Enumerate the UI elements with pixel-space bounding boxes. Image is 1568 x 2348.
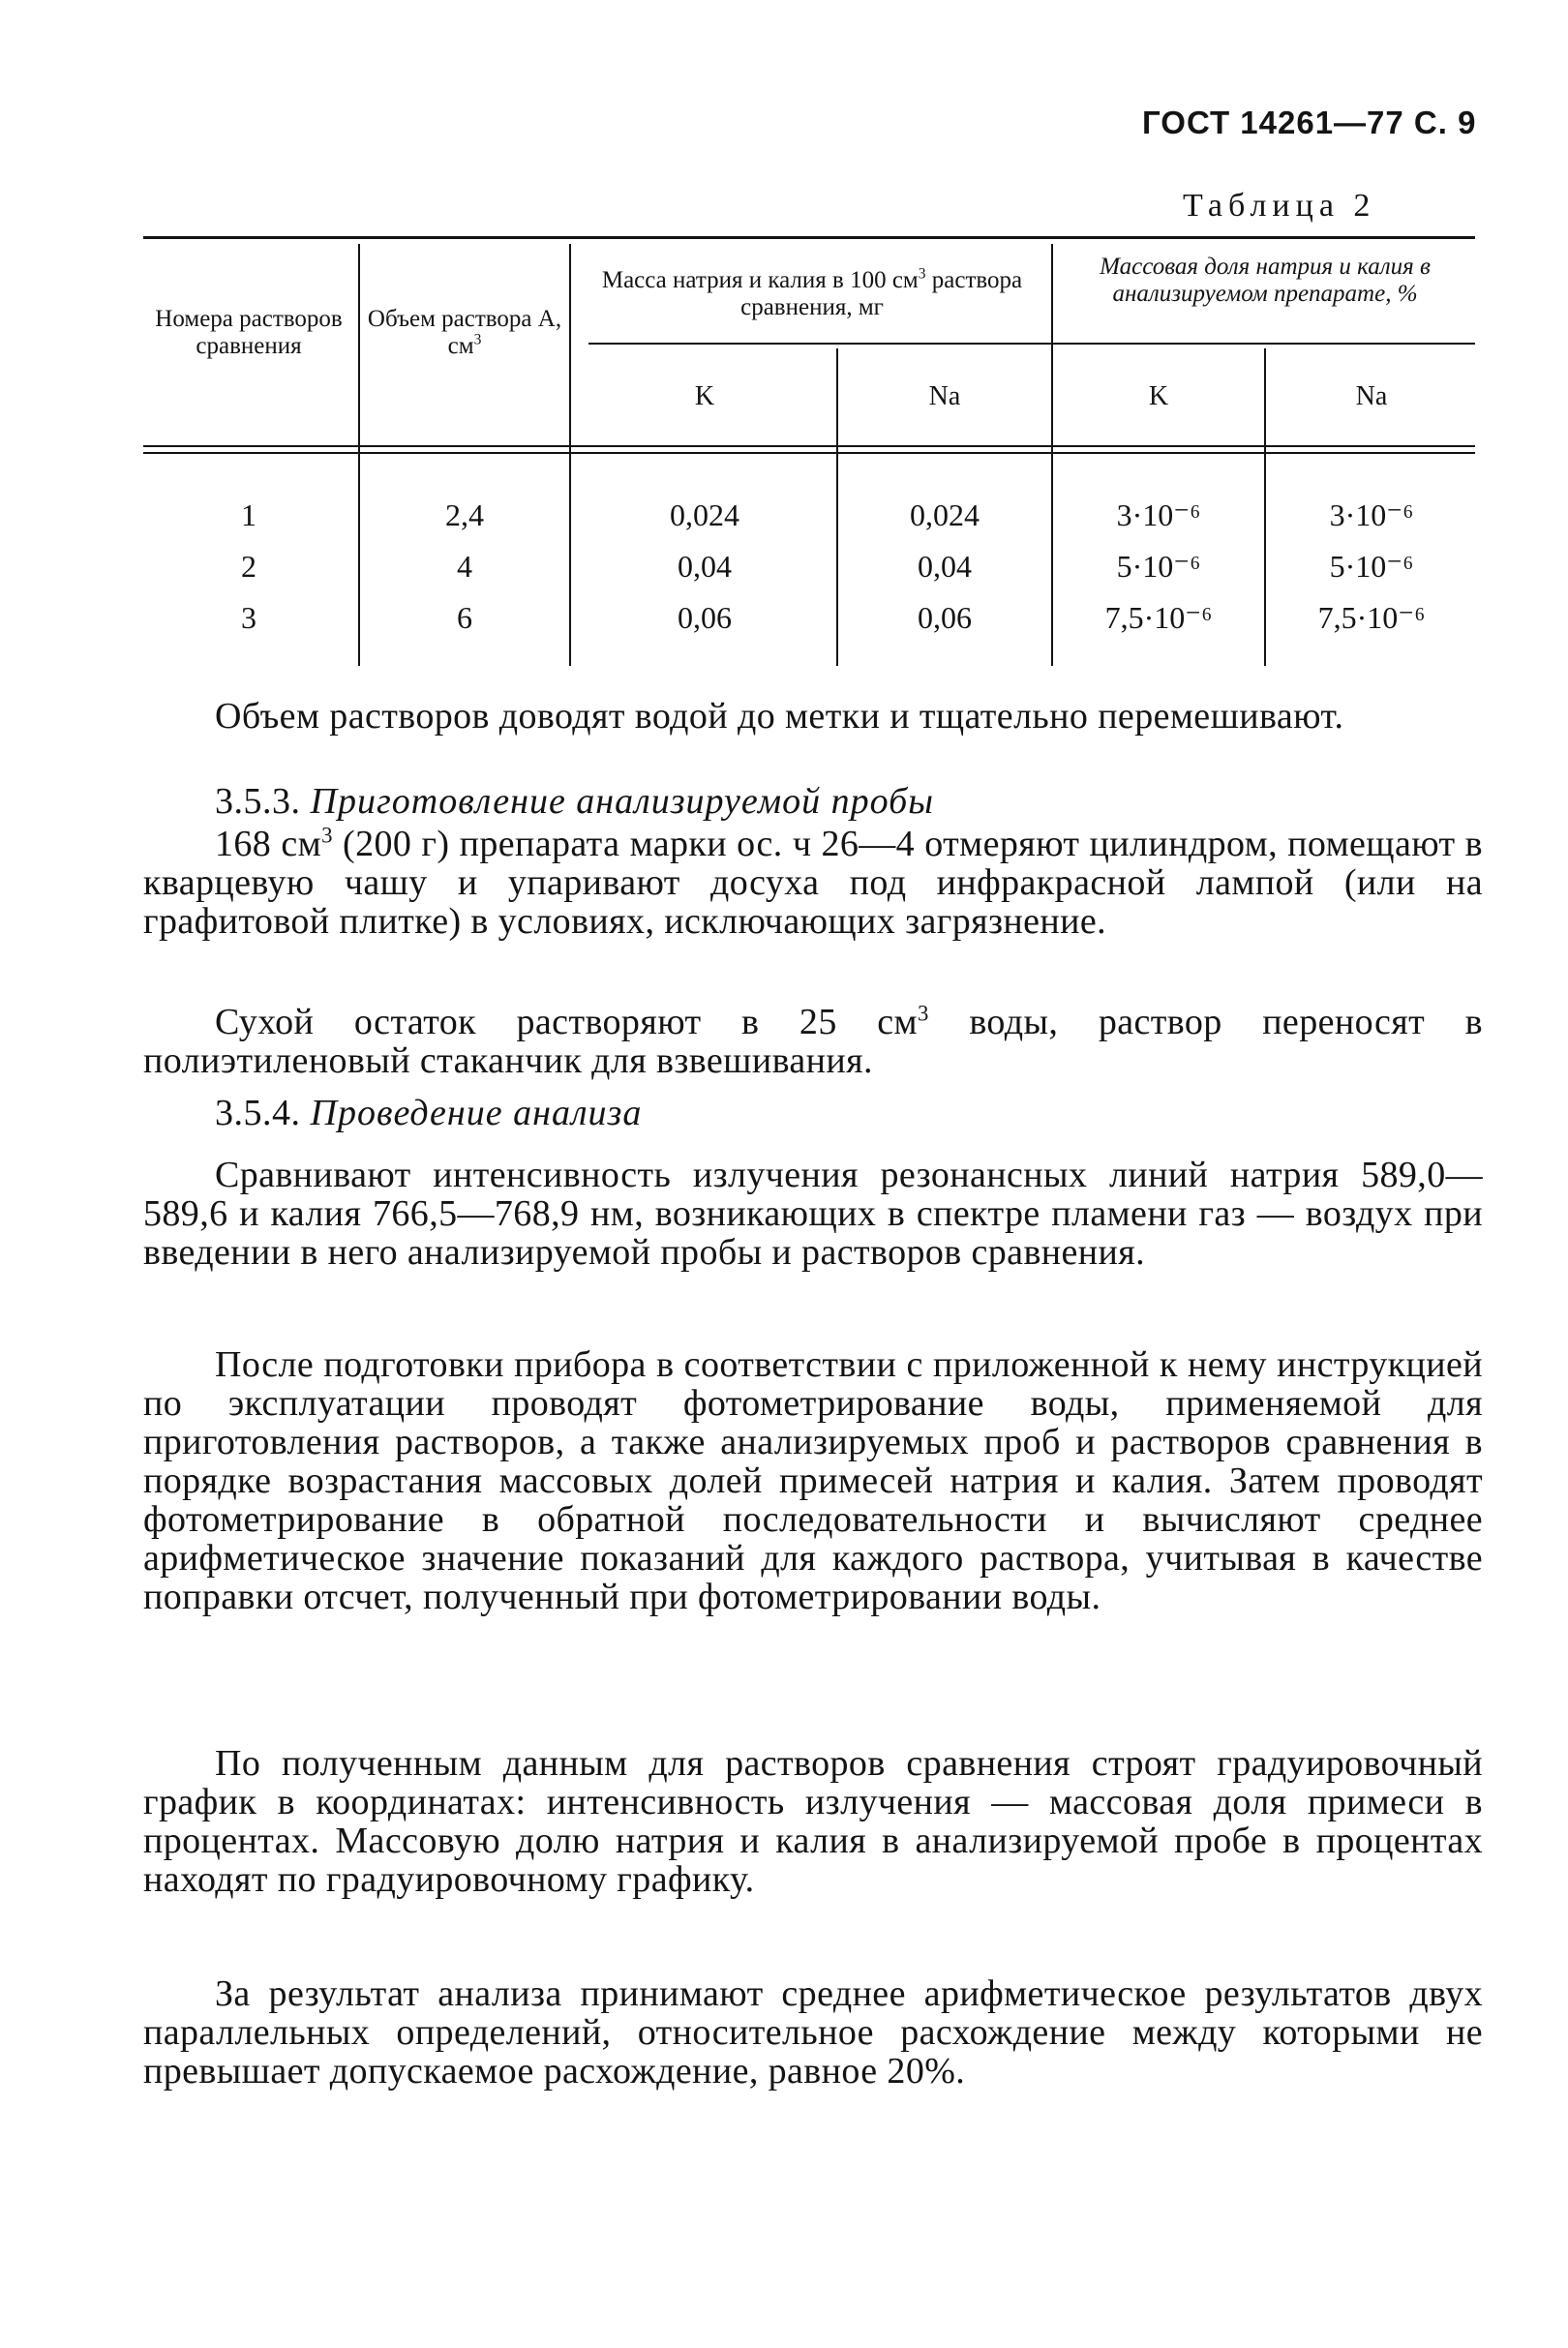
- cell-fraction-na: 3·10⁻⁶: [1329, 497, 1414, 532]
- cell-mass-na: 0,024: [910, 497, 980, 532]
- cell-fraction-na: 5·10⁻⁶: [1329, 549, 1414, 584]
- header-mass-k: K: [694, 381, 715, 411]
- header-fraction-k: K: [1148, 381, 1169, 411]
- col-divider-5: [1264, 348, 1266, 666]
- section-number: 3.5.3.: [215, 781, 301, 822]
- cell-fraction-k: 7,5·10⁻⁶: [1104, 600, 1213, 635]
- cell-number: 3: [241, 600, 256, 635]
- cell-number: 2: [241, 549, 256, 584]
- cell-number: 1: [241, 497, 256, 532]
- section-title: Проведение анализа: [310, 1093, 643, 1133]
- cell-mass-na: 0,04: [918, 549, 972, 584]
- cell-volume: 2,4: [445, 497, 484, 532]
- cell-fraction-k: 5·10⁻⁶: [1116, 549, 1201, 584]
- table-caption: Таблица 2: [1183, 188, 1376, 224]
- cell-fraction-na: 7,5·10⁻⁶: [1317, 600, 1426, 635]
- cell-volume: 6: [457, 600, 472, 635]
- cell-mass-k: 0,04: [678, 549, 732, 584]
- mass-group-rule: [588, 343, 1191, 345]
- col-divider-3: [836, 348, 838, 666]
- header-mass-na: Na: [928, 381, 961, 411]
- header-volume: Объем раствора А, $см^3$: [367, 306, 562, 359]
- paragraph-sample-prep: 168 $см^3$ (200 г) препарата марки ос. ч 26—4 отмеряют цилиндром, помещают в кварцевую чашу и упаривают досуха под инфракрасной лампой (или на графитовой плитке) в условиях, исключающих загрязнение.: [143, 823, 1483, 942]
- paragraph-residue: Сухой остаток растворяют в 25 $см^3$ воды, раствор переносят в полиэтиленовый стаканчик для взвешивания.: [143, 1001, 1483, 1081]
- section-number: 3.5.4.: [215, 1093, 301, 1133]
- section-title: Приготовление анализируемой пробы: [310, 781, 934, 822]
- header-fraction-group: Массовая доля натрия и калия в анализируемом препарате, %: [1100, 254, 1431, 307]
- header-fraction-na: Na: [1355, 381, 1388, 411]
- paragraph-comparison: Сравнивают интенсивность излучения резонансных линий натрия 589,0—589,6 и калия 766,5—768,9 нм, возникающих в спектре пламени газ — воздух при введении в него анализируемой пробы и растворов сравнения.: [143, 1155, 1483, 1273]
- page-header: ГОСТ 14261—77 С. 9: [1142, 105, 1477, 140]
- cell-mass-k: 0,024: [670, 497, 739, 532]
- header-bottom-rule: [143, 445, 1475, 447]
- data-table: [143, 236, 1475, 667]
- cell-fraction-k: 3·10⁻⁶: [1116, 497, 1201, 532]
- section-heading-3-5-4: [215, 1094, 642, 1132]
- col-divider-4: [1051, 244, 1053, 666]
- header-solution-number: Номера растворов сравнения: [155, 306, 343, 359]
- cell-volume: 4: [457, 549, 472, 584]
- table-top-rule: [143, 236, 1475, 239]
- cell-mass-k: 0,06: [678, 600, 732, 635]
- header-mass-group: Масса натрия и калия в 100 $см^3$ раствора сравнения, мг: [601, 265, 1023, 320]
- header-bottom-rule-2: [143, 452, 1475, 454]
- paragraph-dilution: Объем растворов доводят водой до метки и тщательно перемешивают.: [215, 696, 1344, 737]
- cell-mass-na: 0,06: [918, 600, 972, 635]
- paragraph-photometry: После подготовки прибора в соответствии с приложенной к нему инструкцией по эксплуатации проводят фотометрирование воды, применяемой для приготовления растворов, а также анализируемых проб и растворов сравнения в порядке возрастания массовых долей примесей натрия и калия. Затем проводят фотометрирование в обратной последовательности и вычисляют среднее арифметическое значение показаний для каждого раствора, учитывая в качестве поправки отсчет, полученный при фотометрировании воды.: [143, 1344, 1483, 1617]
- paragraph-result: За результат анализа принимают среднее арифметическое результатов двух параллельных определений, относительное расхождение между которыми не превышает допускаемое расхождение, равное 20%.: [143, 1973, 1483, 2092]
- col-divider-1: [358, 244, 360, 666]
- paragraph-calibration: По полученным данным для растворов сравнения строят градуировочный график в координатах: интенсивность излучения — массовая доля примеси в процентах. Массовую долю натрия и калия в анализируемой пробе в процентах находят по градуировочному графику.: [143, 1743, 1483, 1900]
- section-heading-3-5-3: [215, 782, 934, 821]
- col-divider-2: [569, 244, 571, 666]
- fraction-group-rule: [1191, 343, 1475, 345]
